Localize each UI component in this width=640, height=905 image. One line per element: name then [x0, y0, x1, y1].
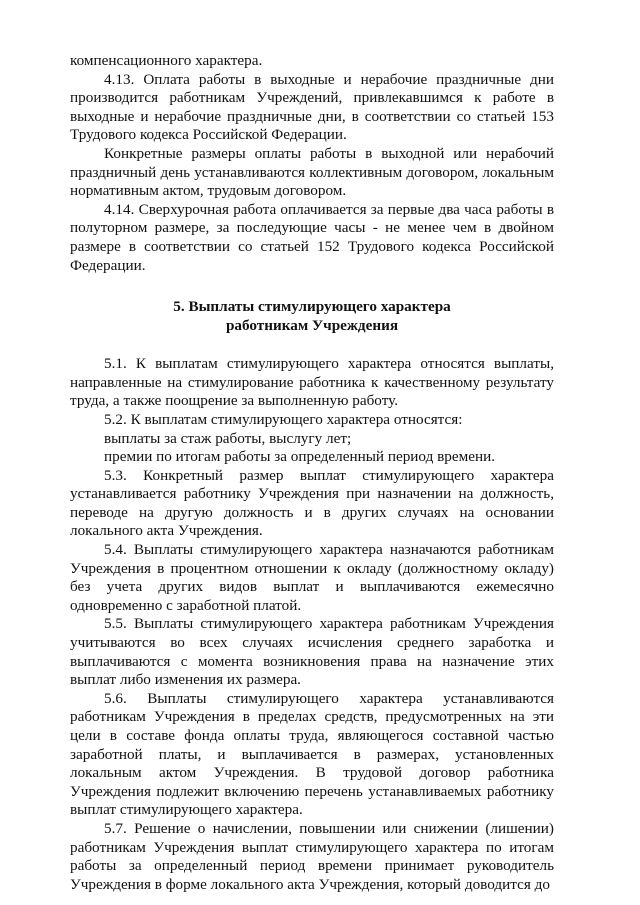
paragraph: Конкретные размеры оплаты работы в выходной или нерабочий праздничный день устанавливаются коллективным договором, локальным нормативным актом, трудовым договором.: [70, 144, 554, 200]
paragraph: выплаты за стаж работы, выслугу лет;: [104, 429, 352, 447]
paragraph: 5.3. Конкретный размер выплат стимулирующего характера устанавливается работнику Учреждения при назначении на должность, переводе на другую должность и в других случаях на основании локального акта Учреждения.: [70, 466, 554, 540]
paragraph: 5.2. К выплатам стимулирующего характера относятся:: [104, 410, 463, 428]
paragraphs-after: [70, 355, 554, 894]
paragraph: 5.7. Решение о начислении, повышении или снижении (лишении) работникам Учреждения выплат стимулирующего характера по итогам работы за определенный период времени принимает руководитель Учреждения в форме локального акта Учреждения, который доводится до: [70, 819, 554, 893]
paragraph: премии по итогам работы за определенный период времени.: [104, 448, 496, 466]
paragraph: компенсационного характера.: [70, 52, 263, 69]
section-heading-line: работникам Учреждения: [225, 317, 399, 335]
paragraph: 4.14. Сверхурочная работа оплачивается за первые два часа работы в полуторном размере, за последующие часы - не менее чем в двойном размере в соответствии со статьей 152 Трудового кодекса Российской Федерации.: [70, 200, 554, 274]
paragraph: 5.6. Выплаты стимулирующего характера устанавливаются работникам Учреждения в пределах средств, предусмотренных на эти цели в составе фонда оплаты труда, являющегося составной частью заработной платы, и выплачивается в размерах, установленных локальным актом Учреждения. В трудовой договор работника Учреждения подлежит включению перечень устанавливаемых работнику выплат стимулирующего характера.: [70, 689, 554, 819]
section-heading: [70, 297, 554, 335]
paragraph: 5.5. Выплаты стимулирующего характера работникам Учреждения учитываются во всех случаях исчисления среднего заработка и выплачиваются с момента возникновения права на назначение этих выплат либо изменения их размера.: [70, 615, 554, 689]
paragraph: 5.4. Выплаты стимулирующего характера назначаются работникам Учреждения в процентном отношении к окладу (должностному окладу) без учета других видов выплат и выплачиваются ежемесячно одновременно с заработной платой.: [70, 541, 554, 614]
paragraph: 5.1. К выплатам стимулирующего характера относятся выплаты, направленные на стимулирование работника к качественному результату труда, а также поощрение за выполненную работу.: [70, 355, 554, 410]
paragraphs-before: [70, 52, 554, 275]
paragraph: 4.13. Оплата работы в выходные и нерабочие праздничные дни производится работникам Учреждений, привлекавшимся к работе в выходные и нерабочие праздничные дни, в соответствии со статьей 153 Трудового кодекса Российской Федерации.: [70, 70, 554, 144]
section-heading-line: 5. Выплаты стимулирующего характера: [173, 298, 451, 316]
